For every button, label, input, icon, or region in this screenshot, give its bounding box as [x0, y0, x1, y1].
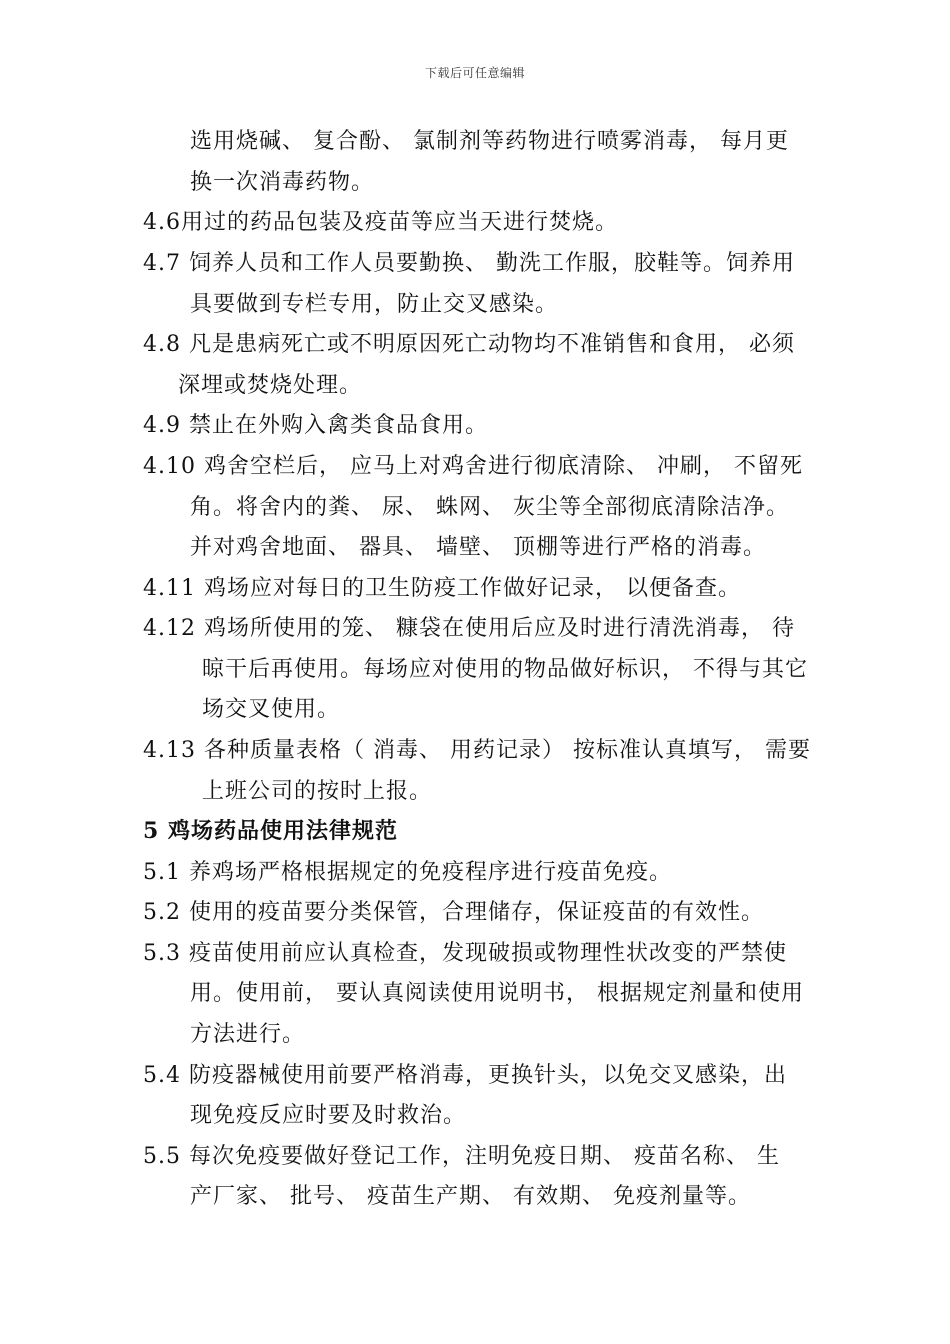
paragraph-line: 4.12 鸡场所使用的笼、 糠袋在使用后应及时进行清洗消毒， 待: [143, 616, 795, 641]
section-heading: 5 鸡场药品使用法律规范: [143, 818, 398, 844]
paragraph-line: 具要做到专栏专用，防止交叉感染。: [190, 292, 559, 317]
paragraph-line: 4.9 禁止在外购入禽类食品食用。: [143, 413, 488, 438]
paragraph-line: 5.3 疫苗使用前应认真检查，发现破损或物理性状改变的严禁使: [143, 941, 787, 966]
paragraph-line: 5.2 使用的疫苗要分类保管，合理储存，保证疫苗的有效性。: [143, 900, 764, 925]
paragraph-line: 方法进行。: [190, 1022, 306, 1047]
paragraph-line: 现免疫反应时要及时救治。: [190, 1103, 467, 1128]
paragraph-line: 角。将舍内的粪、 尿、 蛛网、 灰尘等全部彻底清除洁净。: [190, 495, 789, 520]
paragraph-line: 深埋或焚烧处理。: [178, 373, 363, 398]
paragraph-line: 晾干后再使用。每场应对使用的物品做好标识， 不得与其它: [202, 657, 808, 682]
paragraph-line: 4.6用过的药品包装及疫苗等应当天进行焚烧。: [143, 210, 618, 235]
paragraph-line: 产厂家、 批号、 疫苗生产期、 有效期、 免疫剂量等。: [190, 1184, 751, 1209]
paragraph-line: 5.1 养鸡场严格根据规定的免疫程序进行疫苗免疫。: [143, 860, 672, 885]
paragraph-line: 并对鸡舍地面、 器具、 墙壁、 顶棚等进行严格的消毒。: [190, 535, 766, 560]
paragraph-line: 上班公司的按时上报。: [202, 779, 433, 804]
paragraph-line: 4.13 各种质量表格（ 消毒、 用药记录） 按标准认真填写， 需要: [143, 738, 811, 763]
paragraph-line: 4.11 鸡场应对每日的卫生防疫工作做好记录， 以便备查。: [143, 576, 741, 601]
paragraph-line: 选用烧碱、 复合酚、 氯制剂等药物进行喷雾消毒， 每月更: [190, 129, 789, 154]
paragraph-line: 4.8 凡是患病死亡或不明原因死亡动物均不准销售和食用， 必须: [143, 332, 795, 357]
page-header-note: 下载后可任意编辑: [424, 66, 525, 80]
paragraph-line: 5.4 防疫器械使用前要严格消毒，更换针头，以免交叉感染，出: [143, 1063, 787, 1088]
paragraph-line: 场交叉使用。: [202, 697, 341, 722]
paragraph-line: 用。使用前， 要认真阅读使用说明书， 根据规定剂量和使用: [190, 981, 804, 1006]
paragraph-line: 4.10 鸡舍空栏后， 应马上对鸡舍进行彻底清除、 冲刷， 不留死: [143, 454, 803, 479]
paragraph-line: 5.5 每次免疫要做好登记工作，注明免疫日期、 疫苗名称、 生: [143, 1144, 780, 1169]
paragraph-line: 换一次消毒药物。: [190, 170, 375, 195]
paragraph-line: 4.7 饲养人员和工作人员要勤换、 勤洗工作服，胶鞋等。饲养用: [143, 251, 795, 276]
